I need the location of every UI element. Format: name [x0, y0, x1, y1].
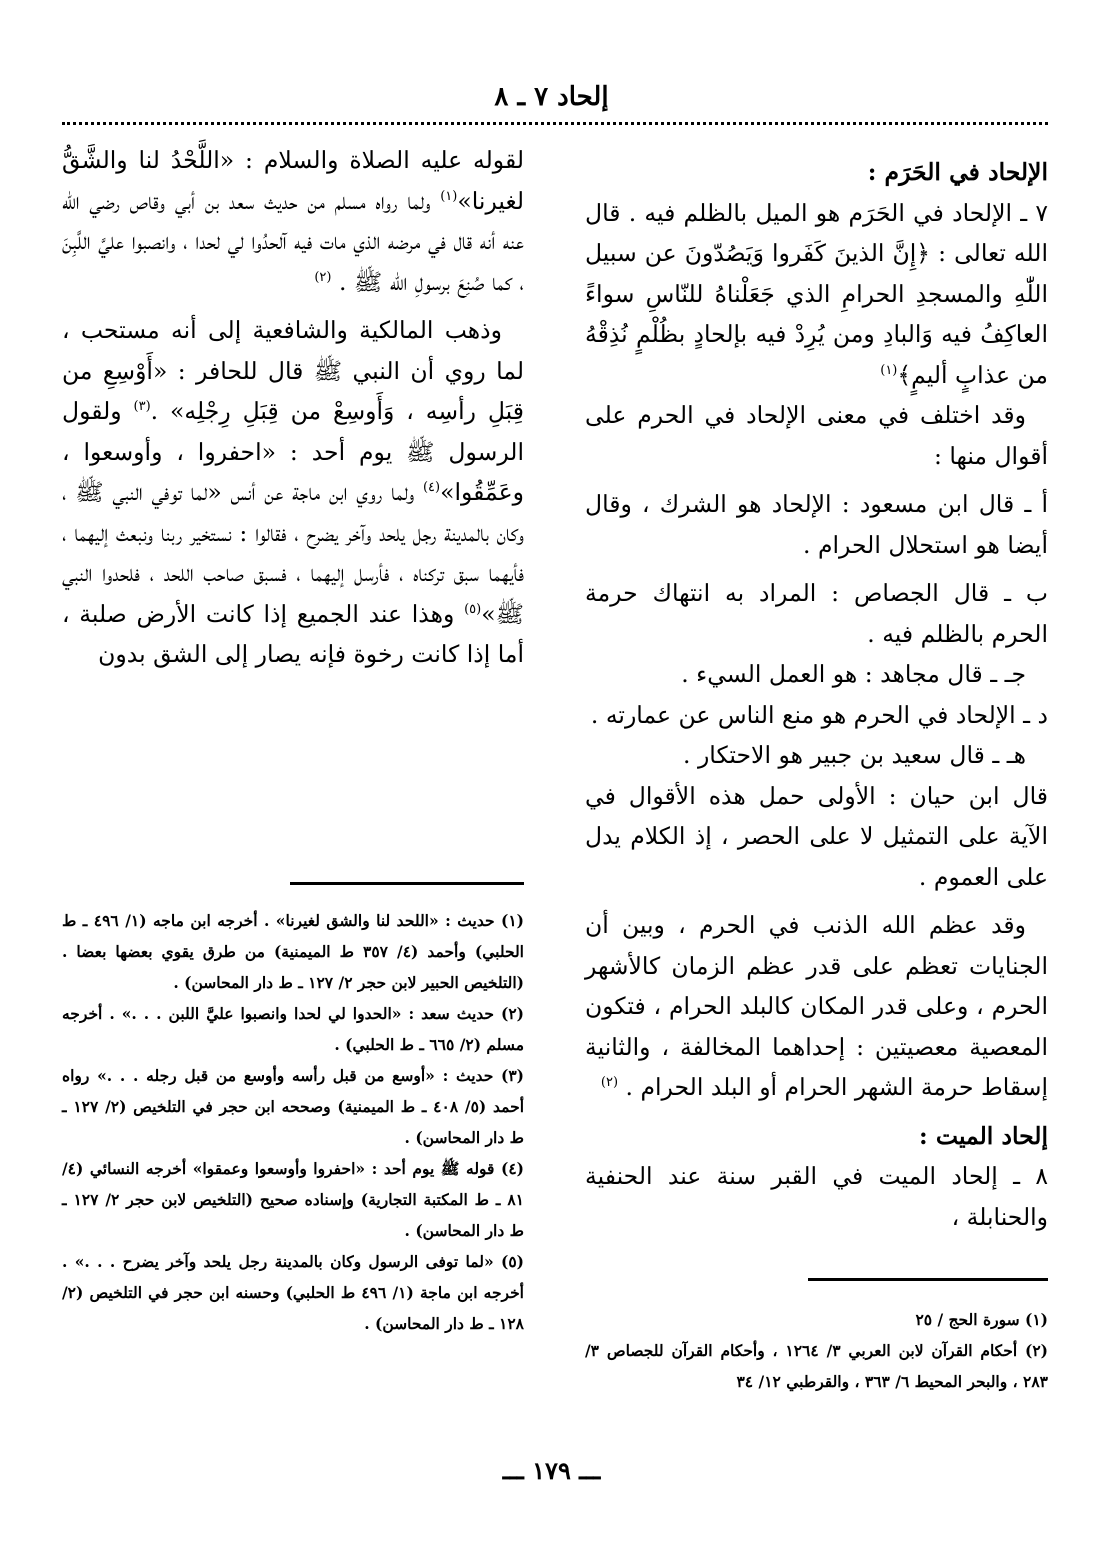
header-divider — [62, 122, 1048, 125]
right-column — [585, 152, 1048, 1237]
section-heading-mayyit: إلحاد الميت : — [919, 1121, 1048, 1150]
paragraph-text: لقوله عليه الصلاة والسلام : «اللَّحْدُ لنا والشَّقُّ لغيرنا» — [62, 146, 524, 215]
footnote-ref: (٢) — [314, 269, 332, 285]
paragraph: وقد اختلف في معنى الإلحاد في الحرم على أقوال منها : — [585, 401, 1048, 470]
paragraph-text: وهذا عند الجميع إذا كانت الأرض صلبة ، أما إذا كانت رخوة فإنه يصار إلى الشق بدون — [62, 599, 524, 668]
section-heading-haram: الإلحاد في الحَرَم : — [867, 158, 1048, 186]
running-head: إلحاد ٧ ـ ٨ — [494, 82, 609, 112]
list-item: د ـ الإلحاد في الحرم هو منع الناس عن عمارته . — [590, 700, 1048, 729]
paragraph: ٨ ـ إلحاد الميت في القبر سنة عند الحنفية والحنابلة ، — [585, 1162, 1048, 1231]
footnote-ref: (٥) — [464, 601, 482, 617]
paragraph — [62, 310, 524, 675]
list-item: هـ ـ قال سعيد بن جبير هو الاحتكار . — [683, 741, 1026, 769]
page-number: ـــ ١٧٩ ـــ — [502, 1456, 601, 1485]
left-column — [62, 140, 524, 675]
footnote-ref: (١) — [440, 188, 458, 204]
footnotes-left — [62, 905, 524, 1339]
footnote: (٣) حديث : «أوسع من قبل رأسه وأوسع من قبل رجله . . .» رواه أحمد (٥/ ٤٠٨ ـ ط الميمنية) وصححه ابن حجر في التلخيص (٢/ ١٢٧ ـ ط دار المحاسن) . — [62, 1066, 525, 1147]
paragraph-text: ولما روي ابن ماجة عن أنس «لما توفي النبي ﷺ ، وكان بالمدينة رجل يلحد وآخر يضرح ، فقالوا : نستخير ربنا ونبعث إليهما ، فأيهما سبق تركناه ، فأرسل إليهما ، فسبق صاحب اللحد ، فلحدوا النبي ﷺ» — [62, 478, 524, 628]
footnote-divider — [290, 882, 524, 885]
paragraph — [585, 905, 1048, 1108]
list-item: جـ ـ قال مجاهد : هو العمل السيء . — [681, 660, 1026, 688]
footnote: (١) حديث : «اللحد لنا والشق لغيرنا» . أخرجه ابن ماجه (١/ ٤٩٦ ـ ط الحلبي) وأحمد (٤/ ٣٥٧ ط الميمنية) من طرق يقوي بعضها بعضا . (التلخيص الحبير لابن حجر ٢/ ١٢٧ ـ ط دار المحاسن) . — [62, 911, 524, 992]
paragraph-text: ولما رواه مسلم من حديث سعد بن أبي وقاص رضي الله عنه أنه قال في مرضه الذي مات فيه آلحدُوا لي لحدا ، وانصبوا عليَّ اللَّبِنَ ، كما صُنِعَ برسولِ الله ﷺ . — [62, 186, 524, 296]
paragraph-text: وذهب المالكية والشافعية إلى أنه مستحب ، لما روي أن النبي ﷺ قال للحافر : «أَوْسِعِ من قِبَلِ رأسِه ، وَأَوسِعْ من قِبَلِ رِجْلِه» . — [62, 316, 524, 425]
paragraph — [585, 193, 1048, 396]
footnote-divider — [808, 1278, 1048, 1281]
paragraph-text: ولقول الرسول ﷺ يوم أحد : «احفروا ، وأوسعوا ، وعَمِّقُوا» — [62, 397, 524, 506]
footnote: (١) سورة الحج / ٢٥ — [915, 1310, 1048, 1329]
footnote: (٥) «لما توفى الرسول وكان بالمدينة رجل يلحد وآخر يضرح . . .» . أخرجه ابن ماجة (١/ ٤٩٦ ط الحلبي) وحسنه ابن حجر في التلخيص (٢/ ١٢٨ ـ ط دار المحاسن) . — [62, 1252, 524, 1333]
footnote: (٢) حديث سعد : «الحدوا لي لحدا وانصبوا عليَّ اللبن . . .» . أخرجه مسلم (٢/ ٦٦٥ ـ ط الحلبي) . — [62, 1004, 524, 1054]
footnote-ref: (٤) — [422, 480, 441, 496]
footnote: (٢) أحكام القرآن لابن العربي ٣/ ١٢٦٤ ، وأحكام القرآن للجصاص ٣/ ٢٨٣ ، والبحر المحيط ٦/ ٣٦٣ ، والقرطبي ١٢/ ٣٤ — [585, 1341, 1048, 1391]
list-item: أ ـ قال ابن مسعود : الإلحاد هو الشرك ، وقال أيضا هو استحلال الحرام . — [585, 490, 1048, 559]
footnote-ref: (٢) — [600, 1075, 619, 1091]
list-item: ب ـ قال الجصاص : المراد به انتهاك حرمة الحرم بالظلم فيه . — [585, 579, 1048, 648]
footnote-ref: (٣) — [133, 399, 151, 415]
footnotes-right — [585, 1304, 1048, 1397]
footnote-ref: (١) — [880, 362, 898, 378]
footnote: (٤) قوله ﷺ يوم أحد : «احفروا وأوسعوا وعمقوا» أخرجه النسائي (٤/ ٨١ ـ ط المكتبة التجارية) وإسناده صحيح (التلخيص لابن حجر ٢/ ١٢٧ ـ ط دار المحاسن) . — [62, 1159, 525, 1240]
paragraph-text: وقد عظم الله الذنب في الحرم ، وبين أن الجنايات تعظم على قدر عظم الزمان كالأشهر الحرم ، وعلى قدر المكان كالبلد الحرام ، فتكون المعصية معصيتين : إحداهما المخالفة ، والثانية إسقاط حرمة الشهر الحرام أو البلد الحرام . — [585, 911, 1048, 1101]
paragraph-text: ٧ ـ الإلحاد في الحَرَم هو الميل بالظلم فيه . قال الله تعالى : ﴿إِنَّ الذينَ كَفَروا وَيَصُدّونَ عن سبيل اللّٰهِ والمسجدِ الحرامِ الذي جَعَلْناهُ للنّاسِ سواءً العاكِفُ فيه وَالبادِ ومن يُرِدْ فيه بإلحادٍ بظُلْمٍ نُذِقْهُ من عذابٍ أليمٍ﴾ — [585, 198, 1048, 389]
paragraph: قال ابن حيان : الأولى حمل هذه الأقوال في الآية على التمثيل لا على الحصر ، إذ الكلام يدل على العموم . — [585, 781, 1048, 891]
paragraph — [62, 140, 524, 302]
